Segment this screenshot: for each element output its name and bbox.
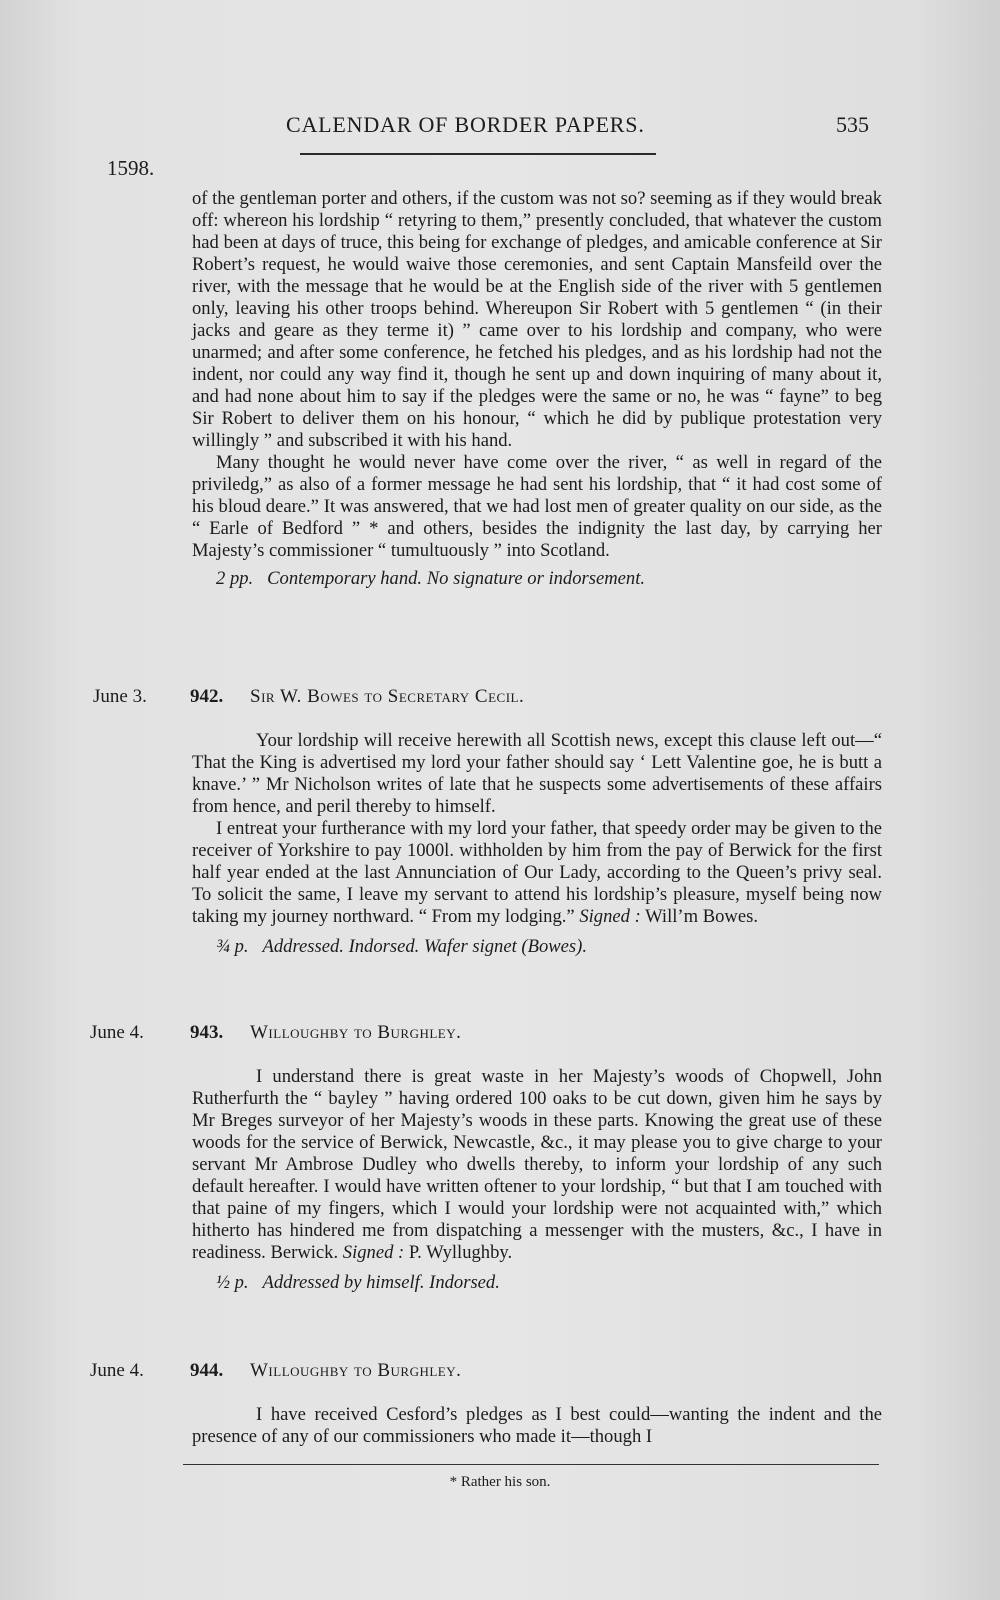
entry-date: June 3. bbox=[93, 686, 147, 707]
note-text: Contemporary hand. No signature or indorsement. bbox=[267, 568, 646, 589]
entry-number: 942. bbox=[190, 686, 224, 707]
paragraph: I have received Cesford’s pledges as I best could—wanting the indent and the presence of any of our commissioners who made it—though I bbox=[192, 1404, 882, 1447]
entry-date: June 4. bbox=[90, 1022, 144, 1043]
entry-heading-942 bbox=[0, 686, 1000, 712]
note-text: Addressed. Indorsed. Wafer signet (Bowes). bbox=[262, 936, 587, 957]
entry-body-944 bbox=[192, 1404, 882, 1448]
margin-year: 1598. bbox=[107, 156, 155, 180]
entry-title: Willoughby to Burghley. bbox=[250, 1022, 462, 1043]
paragraph-text: I entreat your furtherance with my lord your father, that speedy order may be given to the receiver of Yorkshire to pay 1000l. withholden by him from the pay of Berwick for the first half year ended at the last Annunciation of Our Lady, according to the Queen’s privy seal. To solicit the same, I leave my servant to attend his lordship’s pleasure, myself being now taking my journey northward. “ From my lodging.” bbox=[192, 818, 882, 927]
paragraph bbox=[192, 818, 882, 928]
note-text: Addressed by himself. Indorsed. bbox=[262, 1272, 500, 1293]
header-rule bbox=[300, 153, 656, 155]
page-number: 535 bbox=[836, 112, 869, 137]
note-size: 2 pp. bbox=[216, 568, 254, 589]
paragraph: Many thought he would never have come over the river, “ as well in regard of the priviledg,” as also of a former message he had sent his lordship, that “ it had cost some of his bloud deare.” It was answered, that we had lost men of greater quality on our side, as the “ Earle of Bedford ” * and others, besides the indignity the last day, by carrying her Majesty’s commissioner “ tumultuously ” into Scotland. bbox=[192, 452, 882, 561]
signed-label: Signed : bbox=[579, 906, 641, 927]
footnote-rule bbox=[183, 1464, 879, 1465]
entry-date: June 4. bbox=[90, 1360, 144, 1381]
document-note bbox=[192, 936, 882, 958]
footnote: * Rather his son. bbox=[449, 1474, 551, 1490]
signer: P. Wyllughby. bbox=[408, 1242, 513, 1263]
entry-heading-943 bbox=[0, 1022, 1000, 1048]
entry-number: 944. bbox=[190, 1360, 224, 1381]
note-size: ½ p. bbox=[216, 1272, 249, 1293]
continued-text bbox=[192, 188, 882, 590]
signed-label: Signed : bbox=[342, 1242, 405, 1263]
document-note bbox=[192, 1272, 882, 1294]
entry-heading-944 bbox=[0, 1360, 1000, 1386]
entry-title: Willoughby to Burghley. bbox=[250, 1360, 462, 1381]
document-note bbox=[192, 568, 882, 590]
entry-body-942 bbox=[192, 730, 882, 958]
paragraph bbox=[192, 1066, 882, 1264]
running-title: CALENDAR OF BORDER PAPERS. bbox=[286, 112, 645, 137]
running-head bbox=[0, 112, 1000, 142]
note-size: ¾ p. bbox=[216, 936, 249, 957]
entry-title: Sir W. Bowes to Secretary Cecil. bbox=[250, 686, 525, 707]
paragraph: of the gentleman porter and others, if the custom was not so? seeming as if they would break off: whereon his lordship “ retyring to them,” presently concluded, that whatever the custom had been at days of truce, this being for exchange of pledges, and amicable conference at Sir Robert’s request, he would waive those ceremonies, and sent Captain Mansfeild over the river, with the message that he would be at the English side of the river with 5 gentlemen only, leaving his other troops behind. Whereupon Sir Robert with 5 gentlemen “ (in their jacks and geare as they terme it) ” came over to his lordship and company, who were unarmed; and after some conference, he fetched his pledges, and as his lordship had not the indent, nor could any way find it, though he sent up and down inquiring of many about it, and had none about him to say if the pledges were the same or no, he was “ fayne” to beg Sir Robert to deliver them on his honour, “ which he did by publique protestation very willingly ” and subscribed it with his hand. bbox=[192, 188, 882, 451]
signer: Will’m Bowes. bbox=[645, 906, 758, 927]
paragraph-text: I understand there is great waste in her Majesty’s woods of Chopwell, John Rutherfurth the “ bayley ” having ordered 100 oaks to be cut down, given him he says by Mr Breges surveyor of her Majesty’s woods in these parts. Knowing the great use of these woods for the service of Berwick, Newcastle, &c., it may please you to give charge to your servant Mr Ambrose Dudley who dwells thereby, to inform your lordship of any such default hereafter. I would have written oftener to your lordship, “ but that I am touched with that paine of my fingers, which I would your lordship were not acquainted with,” which hitherto has hindered me from dispatching a messenger with the musters, &c., I have in readiness. Berwick. bbox=[192, 1066, 882, 1263]
entry-number: 943. bbox=[190, 1022, 224, 1043]
paragraph: Your lordship will receive herewith all Scottish news, except this clause left out—“ That the King is advertised my lord your father should say ‘ Lett Valentine goe, he is butt a knave.’ ” Mr Nicholson writes of late that he suspects some advertisements of these affairs from hence, and peril thereby to himself. bbox=[192, 730, 882, 817]
entry-body-943 bbox=[192, 1066, 882, 1294]
